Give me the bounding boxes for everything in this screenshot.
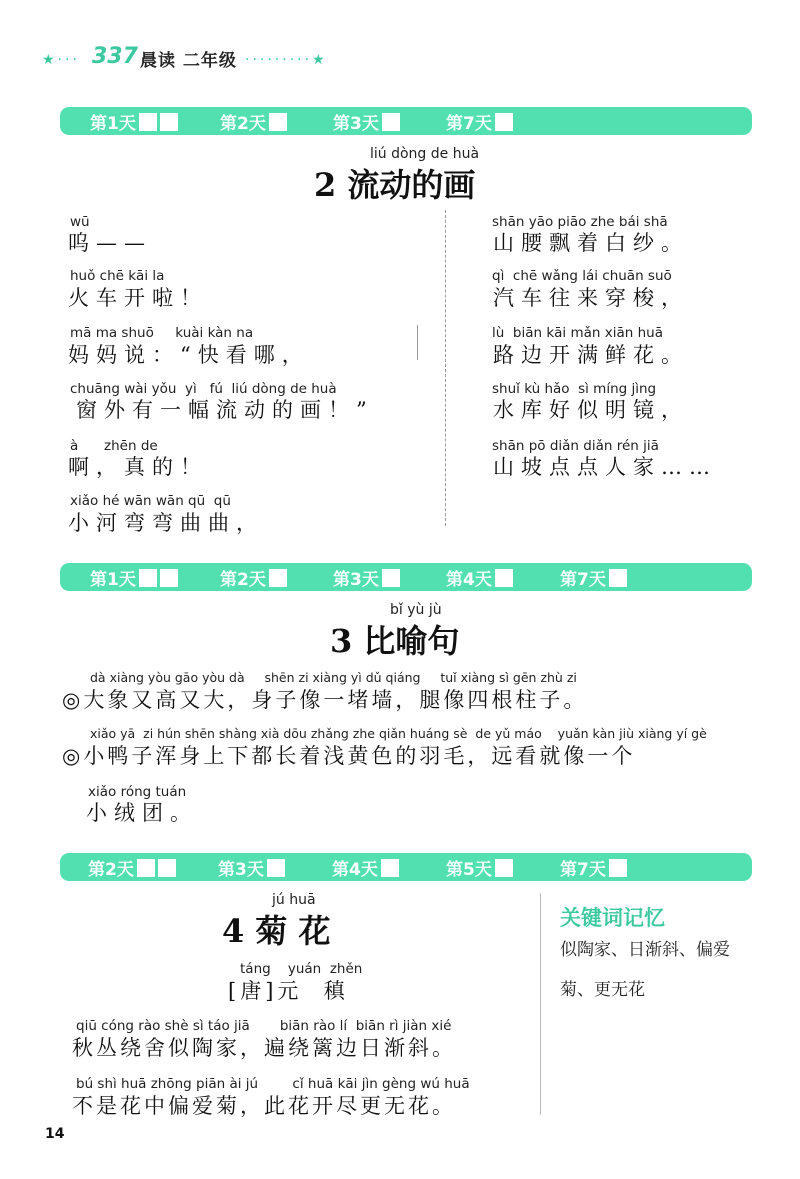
column-divider: [445, 210, 446, 526]
lesson2-title-pinyin: liú dòng de huà: [370, 146, 480, 162]
day-check-4[interactable]: 第4天: [332, 855, 399, 880]
author-pinyin: táng yuán zhěn: [240, 961, 363, 977]
poem-line: 汽车往来穿梭，: [493, 286, 689, 310]
lesson2-title: 2 流动的画: [314, 166, 476, 204]
poem-author: [唐]元 稹: [228, 979, 349, 1003]
column-mark: [417, 325, 418, 360]
header-dots-left: ★···: [42, 52, 80, 68]
poem-pinyin: shān yāo piāo zhe bái shā: [492, 214, 668, 230]
poem-line: 秋丛绕舍似陶家，遍绕篱边日渐斜。: [72, 1036, 456, 1060]
header-title: 晨读 二年级: [140, 51, 237, 71]
poem-pinyin: wū: [70, 214, 90, 230]
day-check-3[interactable]: 第3天: [333, 109, 400, 134]
poem-line: 妈妈说：“快看哪，: [68, 343, 310, 367]
sentence-pinyin: xiǎo róng tuán: [88, 784, 187, 800]
memory-text: 似陶家、日渐斜、偏爱: [560, 940, 730, 960]
sentence-pinyin: xiǎo yā zi hún shēn shàng xià dōu zhǎng zhe qiǎn huáng sè de yǔ máo yuǎn kàn jiù xiàng yí gè: [90, 726, 707, 741]
poem-pinyin: qiū cóng rào shè sì táo jiā biān rào lí biān rì jiàn xié: [76, 1018, 452, 1034]
poem-line: 火车开啦！: [68, 286, 208, 310]
day-check-5[interactable]: 第5天: [446, 855, 513, 880]
lesson4-title: 4 菊 花: [222, 912, 331, 950]
poem-pinyin: bú shì huā zhōng piān ài jú cǐ huā kāi jìn gèng wú huā: [76, 1076, 470, 1092]
poem-pinyin: qì chē wǎng lái chuān suō: [492, 268, 672, 284]
poem-line: 呜——: [68, 231, 152, 255]
lesson4-title-pinyin: jú huā: [272, 892, 316, 908]
day-check-1[interactable]: 第1天: [90, 109, 178, 134]
poem-line: 山坡点点人家……: [493, 455, 717, 479]
poem-line: 小河弯弯曲曲，: [68, 511, 264, 535]
page-number: 14: [45, 1126, 65, 1142]
day-check-1[interactable]: 第1天: [90, 565, 178, 590]
poem-line: 不是花中偏爱菊，此花开尽更无花。: [72, 1094, 456, 1118]
poem-line: 啊，真的！: [68, 455, 208, 479]
sentence-line: ◎小鸭子浑身上下都长着浅黄色的羽毛，远看就像一个: [62, 744, 636, 768]
poem-line: 路边开满鲜花。: [493, 343, 689, 367]
memory-divider: [540, 893, 541, 1115]
lesson3-title-pinyin: bǐ yù jù: [390, 602, 442, 618]
day-check-3[interactable]: 第3天: [218, 855, 285, 880]
day-check-2[interactable]: 第2天: [220, 565, 287, 590]
day-check-7[interactable]: 第7天: [446, 109, 513, 134]
poem-line: 窗外有一幅流动的画！”: [76, 398, 374, 422]
day-check-2[interactable]: 第2天: [220, 109, 287, 134]
poem-pinyin: xiǎo hé wān wān qū qū: [70, 493, 231, 509]
poem-pinyin: shān pō diǎn diǎn rén jiā: [492, 438, 659, 454]
sentence-line: 小绒团。: [86, 801, 198, 825]
poem-pinyin: chuāng wài yǒu yì fú liú dòng de huà: [70, 381, 337, 397]
poem-pinyin: lù biān kāi mǎn xiān huā: [492, 325, 663, 341]
poem-line: 水库好似明镜，: [493, 398, 689, 422]
book-number: 337: [92, 44, 138, 69]
poem-pinyin: shuǐ kù hǎo sì míng jìng: [492, 381, 657, 397]
memory-text: 菊、更无花: [560, 980, 645, 1000]
day-check-3[interactable]: 第3天: [333, 565, 400, 590]
memory-title: 关键词记忆: [560, 906, 665, 930]
lesson3-day-bar: [60, 563, 752, 591]
header-dots-right: ·········★: [245, 52, 328, 68]
poem-line: 山腰飘着白纱。: [493, 231, 689, 255]
poem-pinyin: huǒ chē kāi la: [70, 268, 165, 284]
poem-pinyin: à zhēn de: [70, 438, 158, 454]
sentence-line: ◎大象又高又大，身子像一堵墙，腿像四根柱子。: [62, 688, 588, 712]
day-check-4[interactable]: 第4天: [446, 565, 513, 590]
lesson2-day-bar: [60, 107, 752, 135]
day-check-7[interactable]: 第7天: [560, 855, 627, 880]
lesson4-day-bar: [60, 853, 752, 881]
sentence-pinyin: dà xiàng yòu gāo yòu dà shēn zi xiàng yì dǔ qiáng tuǐ xiàng sì gēn zhù zi: [90, 670, 577, 685]
poem-pinyin: mā ma shuō kuài kàn na: [70, 325, 254, 341]
day-check-7[interactable]: 第7天: [560, 565, 627, 590]
day-check-2[interactable]: 第2天: [88, 855, 176, 880]
lesson3-title: 3 比喻句: [330, 622, 460, 660]
